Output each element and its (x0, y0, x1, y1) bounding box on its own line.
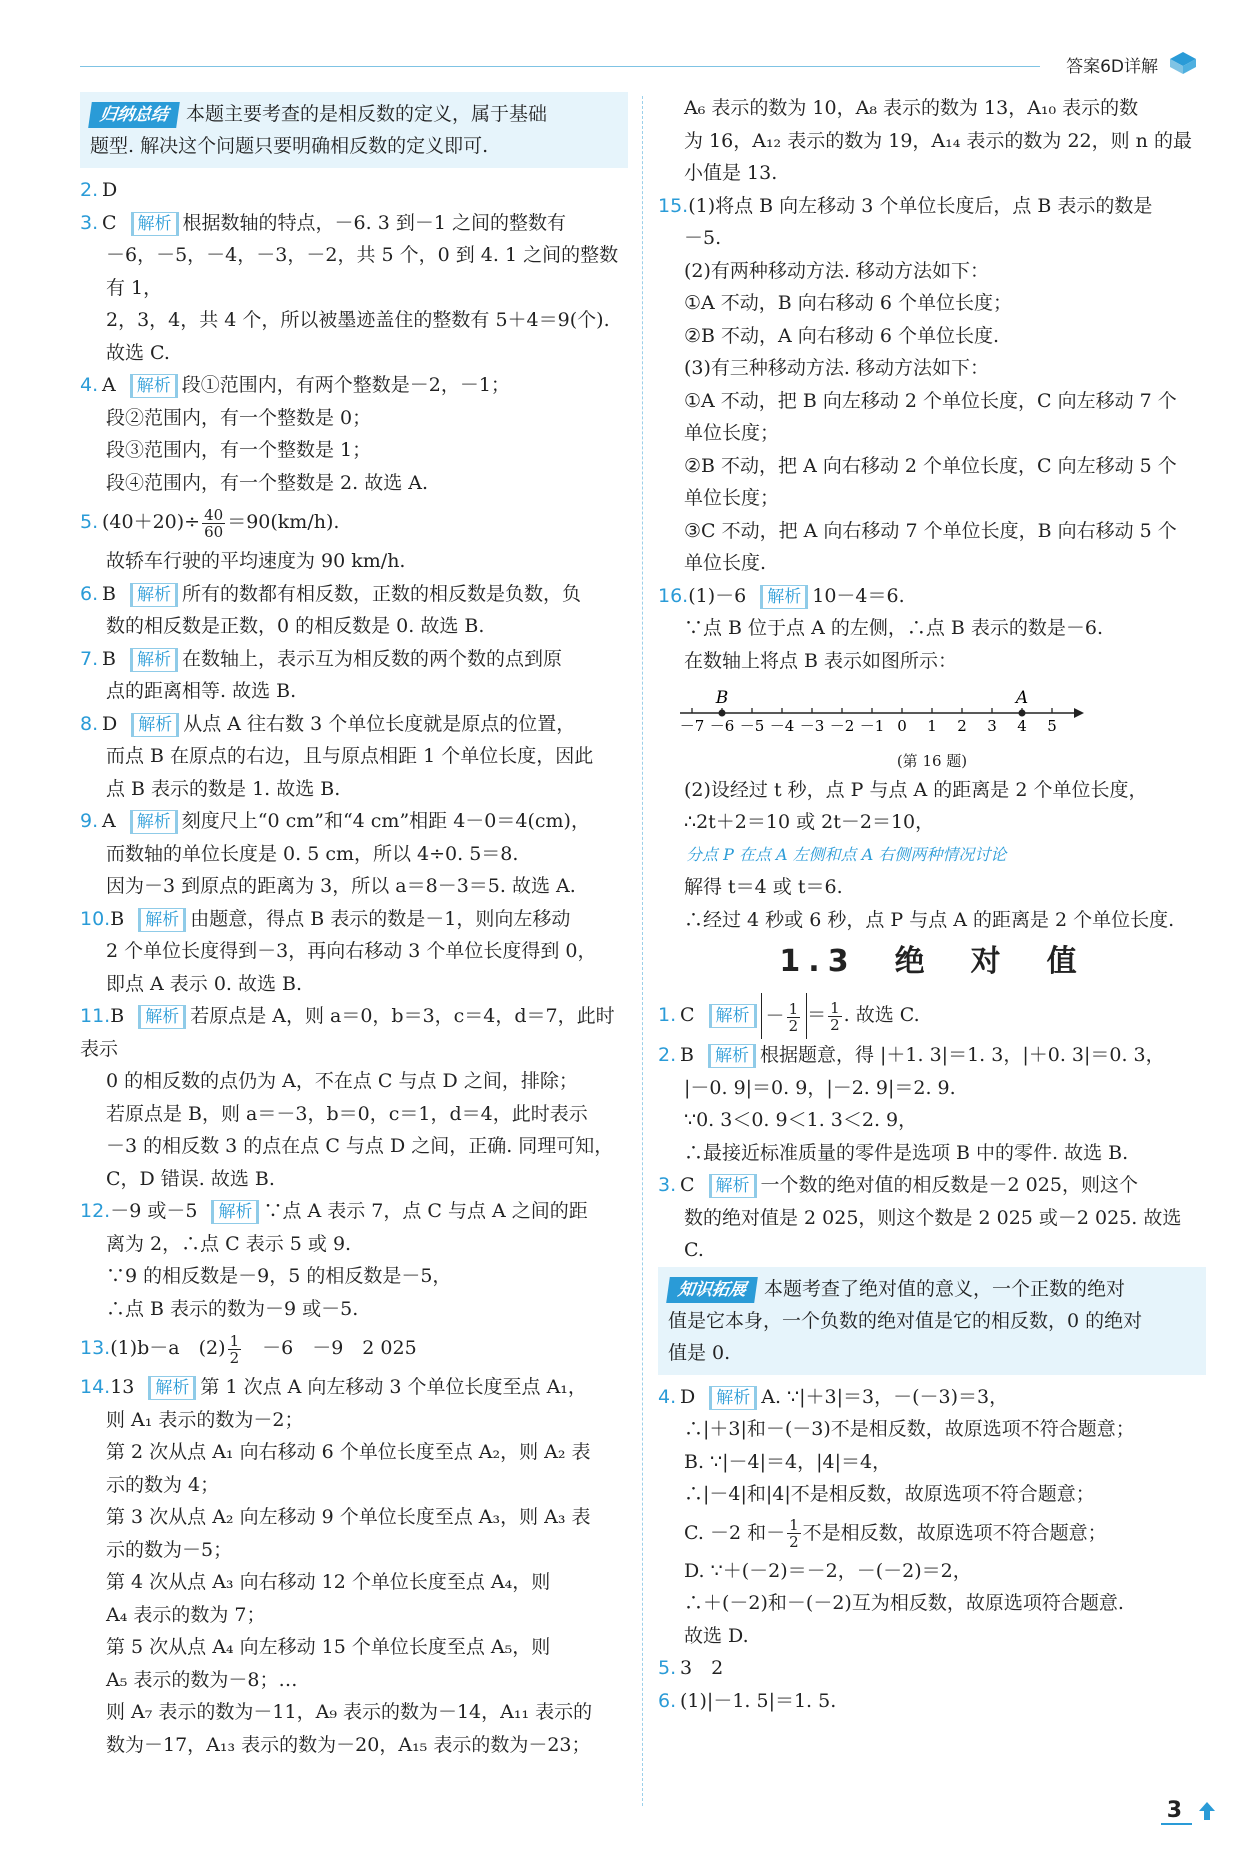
line: 10－4＝6. (812, 584, 905, 607)
knowledge-extension-tag: 知识拓展 (666, 1277, 758, 1303)
question-number: 2. (80, 179, 99, 201)
line: 根据题意，得 |＋1. 3|＝1. 3，|＋0. 3|＝0. 3， (759, 1044, 1165, 1066)
answer-part: (2) (198, 1337, 226, 1359)
line: A₄ 表示的数为 7； (106, 1603, 266, 1626)
section-title: 1.3 绝 对 值 (779, 944, 1085, 979)
line: ∵点 A 表示 7，点 C 与点 A 之间的距 (263, 1200, 588, 1222)
denominator: 2 (789, 1533, 799, 1551)
answer-choice: C (680, 1174, 695, 1196)
line: ∴点 B 表示的数为－9 或－5. (106, 1297, 359, 1320)
denominator: 60 (204, 522, 224, 541)
question-number: 1. (658, 1004, 677, 1026)
answer-choice: B (110, 907, 125, 930)
question-number: 4. (80, 374, 99, 396)
line: ②B 不动，把 A 向右移动 2 个单位长度，C 向左移动 5 个 (684, 454, 1177, 477)
abs-answer-5 (658, 1652, 1206, 1685)
line: (3)有三种移动方法. 移动方法如下： (684, 357, 989, 379)
arrow-right-icon (1074, 708, 1084, 718)
tick-label: 3 (987, 717, 997, 735)
line: －5. (684, 227, 722, 249)
point-b-label: B (715, 688, 729, 708)
point-b-dot (719, 710, 726, 717)
line: ∵点 B 位于点 A 的左侧，∴点 B 表示的数是－6. (684, 617, 1104, 639)
number-line-ticks (680, 708, 1057, 735)
handwritten-note: 分点 P 在点 A 左侧和点 A 右侧两种情况讨论 (686, 844, 1007, 864)
header-label: 答案6D详解 (1066, 57, 1158, 77)
answer-choice: C (102, 211, 117, 234)
line: 离为 2，∴点 C 表示 5 或 9. (106, 1232, 352, 1255)
summary-line1: 本题主要考查的是相反数的定义，属于基础 (186, 103, 548, 125)
tick-label: －7 (679, 717, 705, 735)
number-line (670, 681, 1090, 737)
analysis-tag: 解析 (709, 1386, 757, 1410)
line: 点 B 表示的数是 1. 故选 B. (106, 777, 341, 800)
question-number: 2. (658, 1044, 677, 1066)
answer-choice: C (680, 1004, 695, 1026)
line: 由题意，得点 B 表示的数是－1，则向左移动 (190, 907, 571, 930)
line: 第 3 次从点 A₂ 向左移动 9 个单位长度至点 A₃，则 A₃ 表 (106, 1506, 591, 1528)
line: 而数轴的单位长度是 0. 5 cm，所以 4÷0. 5＝8. (106, 842, 519, 865)
tick-label: －5 (739, 717, 765, 735)
fraction (202, 507, 225, 540)
line: 单位长度； (684, 422, 780, 444)
line: 若原点是 B，则 a＝－3，b＝0，c＝1，d＝4，此时表示 (106, 1102, 588, 1125)
question-number: 7. (80, 647, 99, 670)
question-number: 14. (80, 1376, 111, 1398)
line: 则 A₇ 表示的数为－11，A₉ 表示的数为－14，A₁₁ 表示的 (106, 1701, 593, 1723)
question-number: 5. (80, 511, 99, 533)
tick-label: 2 (957, 717, 967, 735)
numerator: 1 (229, 1331, 240, 1350)
summary-line2: 题型. 解决这个问题只要明确相反数的定义即可. (90, 135, 489, 157)
line: 段①范围内，有两个整数是－2，－1； (181, 374, 510, 396)
denominator: 2 (788, 1016, 799, 1035)
answer-choice: 3 2 (680, 1657, 724, 1679)
line: －6，－5，－4，－3，－2，共 5 个，0 到 4. 1 之间的整数有 1， (106, 244, 619, 299)
answer-choice: A (102, 810, 116, 832)
line: 解得 t＝4 或 t＝6. (684, 876, 843, 898)
analysis-tag: 解析 (709, 1004, 757, 1028)
answer-16 (658, 580, 1206, 613)
line: . 故选 C. (843, 1004, 920, 1026)
fraction (787, 1001, 801, 1034)
summary-box (80, 92, 628, 168)
point-a-label: A (1015, 688, 1029, 708)
line: A. ∵|＋3|＝3，－(－3)＝3， (761, 1385, 1009, 1408)
line: 为 16，A₁₂ 表示的数为 19，A₁₄ 表示的数为 22，则 n 的最 (684, 129, 1192, 152)
line: 本题考查了绝对值的意义，一个正数的绝对 (764, 1277, 1126, 1300)
line: 第 2 次从点 A₁ 向右移动 6 个单位长度至点 A₂，则 A₂ 表 (106, 1441, 591, 1463)
header-rule (80, 66, 1040, 67)
line: 数的绝对值是 2 025，则这个数是 2 025 或－2 025. 故选 C. (684, 1206, 1182, 1261)
tick-label: 1 (927, 717, 937, 735)
right-column (658, 92, 1206, 1717)
line: 故选 C. (106, 341, 170, 364)
line: 2，3，4，共 4 个，所以被墨迹盖住的整数有 5＋4＝9(个). (106, 309, 610, 331)
line: 示的数为 4； (106, 1473, 220, 1496)
question-number: 8. (80, 712, 99, 735)
answer-5 (80, 499, 628, 545)
analysis-tag: 解析 (130, 648, 178, 672)
page-number: 3 (1161, 1798, 1192, 1825)
line: ∵0. 3＜0. 9＜1. 3＜2. 9， (684, 1109, 918, 1131)
line: 即点 A 表示 0. 故选 B. (106, 972, 303, 995)
tick-label: 0 (897, 717, 907, 735)
absolute-value (761, 993, 808, 1039)
up-arrow-icon (1198, 1800, 1216, 1822)
line: 从点 A 往右数 3 个单位长度就是原点的位置， (183, 712, 576, 735)
line: C，D 错误. 故选 B. (106, 1167, 275, 1190)
question-number: 16. (658, 584, 689, 607)
abs-answer-6 (658, 1685, 1206, 1718)
formula: (40＋20)÷ (102, 511, 201, 533)
answer-choice: D (102, 712, 118, 735)
line: ∴＋(－2)和－(－2)互为相反数，故原选项符合题意. (684, 1592, 1124, 1614)
line: (1)将点 B 向左移动 3 个单位长度后，点 B 表示的数是 (688, 194, 1153, 217)
line: 一个数的绝对值的相反数是－2 025，则这个 (760, 1174, 1138, 1196)
analysis-tag: 解析 (708, 1044, 756, 1068)
cube-logo-icon (1168, 50, 1198, 76)
question-number: 9. (80, 810, 99, 832)
line: 刻度尺上“0 cm”和“4 cm”相距 4－0＝4(cm)， (181, 810, 590, 832)
line: ②B 不动，A 向右移动 6 个单位长度. (684, 324, 1000, 347)
answer-choice: D (102, 179, 118, 201)
line: 所有的数都有相反数，正数的相反数是负数，负 (181, 582, 581, 605)
answer-14 (80, 1371, 628, 1404)
answer-6 (80, 578, 628, 611)
line: (2)设经过 t 秒，点 P 与点 A 的距离是 2 个单位长度， (684, 778, 1148, 801)
question-number: 4. (658, 1385, 677, 1408)
line: |－0. 9|＝0. 9，|－2. 9|＝2. 9. (684, 1076, 956, 1099)
answer-choice: B (102, 582, 116, 605)
answer-4 (80, 369, 628, 402)
line: 小值是 13. (684, 162, 778, 184)
line: 段③范围内，有一个整数是 1； (106, 439, 372, 461)
line: 在数轴上，表示互为相反数的两个数的点到原 (181, 647, 562, 670)
line: ∴经过 4 秒或 6 秒，点 P 与点 A 的距离是 2 个单位长度. (684, 908, 1175, 931)
line: (1)|－1. 5|＝1. 5. (680, 1689, 837, 1712)
line: ③C 不动，把 A 向右移动 7 个单位长度，B 向右移动 5 个 (684, 519, 1177, 542)
analysis-tag: 解析 (211, 1200, 259, 1224)
answer-choice: D (680, 1385, 696, 1408)
answer-choice: (1)－6 (688, 584, 747, 607)
line: ∴最接近标准质量的零件是选项 B 中的零件. 故选 B. (684, 1141, 1129, 1164)
line: ∵9 的相反数是－9，5 的相反数是－5， (106, 1265, 452, 1287)
question-number: 10. (80, 907, 111, 930)
tick-label: －6 (709, 717, 735, 735)
line: 则 A₁ 表示的数为－2； (106, 1408, 304, 1431)
line: ①A 不动，B 向右移动 6 个单位长度； (684, 292, 1012, 314)
line: ∴2t＋2＝10 或 2t－2＝10， (684, 811, 935, 833)
line-part: C. －2 和－ (684, 1521, 786, 1544)
answer-7 (80, 643, 628, 676)
tick-label: －3 (799, 717, 825, 735)
analysis-tag: 解析 (138, 1005, 186, 1029)
analysis-tag: 解析 (148, 1376, 196, 1400)
abs-answer-2 (658, 1039, 1206, 1072)
analysis-tag: 解析 (131, 713, 179, 737)
line-part: 不是相反数，故原选项不符合题意； (802, 1521, 1107, 1544)
line: 段④范围内，有一个整数是 2. 故选 A. (106, 471, 429, 494)
line: 在数轴上将点 B 表示如图所示： (684, 649, 958, 672)
line: 若原点是 A，则 a＝0，b＝3，c＝4，d＝7，此时表示 (80, 1005, 615, 1060)
line: 故选 D. (684, 1624, 749, 1647)
tick-label: 4 (1017, 717, 1027, 735)
analysis-tag: 解析 (130, 374, 178, 398)
answer-11 (80, 1000, 628, 1065)
line: 段②范围内，有一个整数是 0； (106, 406, 372, 429)
numerator: 1 (788, 999, 799, 1018)
line (658, 1511, 1206, 1555)
answer-part: －6 －9 2 025 (262, 1337, 417, 1359)
denominator: 2 (830, 1015, 840, 1034)
left-column (80, 92, 628, 1761)
formula: ＝90(km/h). (227, 511, 340, 533)
line: 值是 0. (668, 1341, 731, 1364)
knowledge-extension-box (658, 1267, 1206, 1375)
point-a-dot (1019, 710, 1026, 717)
column-divider (642, 96, 643, 1806)
question-number: 6. (658, 1689, 677, 1712)
analysis-tag: 解析 (760, 585, 808, 609)
analysis-tag: 解析 (130, 583, 178, 607)
line: 数为－17，A₁₃ 表示的数为－20，A₁₅ 表示的数为－23； (106, 1733, 591, 1756)
line: 而点 B 在原点的右边，且与原点相距 1 个单位长度，因此 (106, 745, 594, 767)
answer-8 (80, 708, 628, 741)
analysis-tag: 解析 (130, 810, 178, 834)
line: D. ∵＋(－2)＝－2，－(－2)＝2， (684, 1559, 972, 1582)
answer-10 (80, 903, 628, 936)
line: 0 的相反数的点仍为 A，不在点 C 与点 D 之间，排除； (106, 1070, 578, 1092)
answer-9 (80, 805, 628, 838)
line: 单位长度. (684, 552, 767, 574)
line: ∴|＋3|和－(－3)不是相反数，故原选项不符合题意； (684, 1418, 1135, 1440)
line: 2 个单位长度得到－3，再向右移动 3 个单位长度得到 0， (106, 940, 597, 962)
answer-choice: A (102, 374, 116, 396)
tick-label: －4 (769, 717, 795, 735)
question-number: 3. (80, 211, 99, 234)
question-number: 3. (658, 1174, 677, 1196)
line: 数的相反数是正数，0 的相反数是 0. 故选 B. (106, 615, 485, 637)
question-number: 13. (80, 1337, 111, 1359)
analysis-tag: 解析 (131, 212, 179, 236)
line: 示的数为－5； (106, 1538, 233, 1561)
line: 第 4 次从点 A₃ 向右移动 12 个单位长度至点 A₄，则 (106, 1571, 551, 1593)
denominator: 2 (229, 1348, 240, 1367)
answer-3 (80, 207, 628, 240)
tick-label: －2 (829, 717, 855, 735)
line: (2)有两种移动方法. 移动方法如下： (684, 259, 989, 282)
sign: － (765, 1005, 785, 1027)
answer-choice: 13 (110, 1376, 135, 1398)
line: 单位长度； (684, 487, 780, 509)
line: 故轿车行驶的平均速度为 90 km/h. (106, 550, 406, 572)
analysis-tag: 解析 (709, 1174, 757, 1198)
tick-label: －1 (859, 717, 885, 735)
figure-caption: (第 16 题) (896, 751, 968, 770)
question-number: 11. (80, 1005, 111, 1027)
fraction (828, 1000, 842, 1033)
line: 第 1 次点 A 向左移动 3 个单位长度至点 A₁， (200, 1376, 587, 1398)
question-number: 6. (80, 582, 99, 605)
tick-label: 5 (1047, 717, 1057, 735)
line: －3 的相反数 3 的点在点 C 与点 D 之间，正确. 同理可知， (106, 1135, 614, 1157)
line: 第 5 次从点 A₄ 向左移动 15 个单位长度至点 A₅，则 (106, 1636, 551, 1658)
fraction (787, 1517, 801, 1550)
line: B. ∵|－4|＝4，|4|＝4， (684, 1450, 892, 1473)
line: 点的距离相等. 故选 B. (106, 680, 297, 702)
line: A₅ 表示的数为－8；… (106, 1668, 298, 1691)
line: 根据数轴的特点，－6. 3 到－1 之间的整数有 (182, 211, 566, 234)
line: 值是它本身，一个负数的绝对值是它的相反数，0 的绝对 (668, 1309, 1143, 1332)
numerator: 1 (789, 1516, 799, 1534)
answer-choice: B (110, 1005, 125, 1027)
question-number: 15. (658, 194, 689, 217)
question-number: 12. (80, 1200, 111, 1222)
answer-2 (80, 174, 628, 207)
abs-answer-4 (658, 1381, 1206, 1414)
analysis-tag: 解析 (138, 908, 186, 932)
numerator: 1 (830, 998, 840, 1017)
question-number: 5. (658, 1657, 677, 1679)
equals: ＝ (807, 1004, 827, 1026)
answer-choice: B (102, 647, 116, 670)
line: 因为－3 到原点的距离为 3，所以 a＝8－3＝5. 故选 A. (106, 875, 576, 897)
abs-answer-1 (658, 992, 1206, 1039)
summary-tag: 归纳总结 (88, 102, 180, 128)
fraction (228, 1333, 242, 1366)
numerator: 40 (204, 505, 224, 524)
answer-choice: B (680, 1044, 694, 1066)
answer-part: (1)b－a (110, 1337, 180, 1359)
line: ∴|－4|和|4|不是相反数，故原选项不符合题意； (684, 1483, 1095, 1505)
line: A₆ 表示的数为 10，A₈ 表示的数为 13，A₁₀ 表示的数 (684, 97, 1139, 119)
abs-answer-3 (658, 1169, 1206, 1202)
answer-13 (80, 1325, 628, 1371)
answer-15 (658, 190, 1206, 223)
line: ①A 不动，把 B 向左移动 2 个单位长度，C 向左移动 7 个 (684, 389, 1177, 412)
answer-choice: －9 或－5 (110, 1200, 198, 1222)
answer-12 (80, 1195, 628, 1228)
